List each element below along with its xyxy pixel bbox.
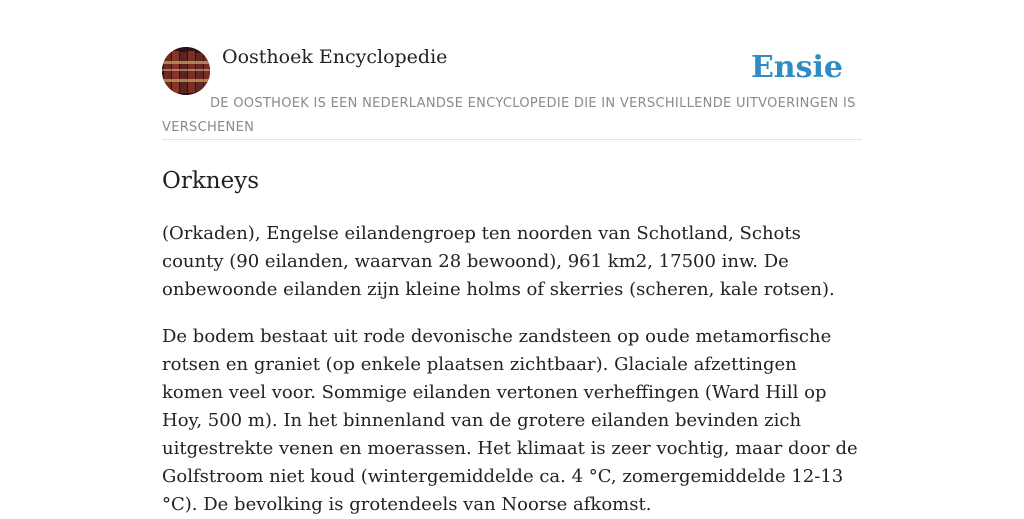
- article-paragraph: De bodem bestaat uit rode devonische zandsteen op oude metamorfische rotsen en graniet (op enkele plaatsen zichtbaar). Glaciale afzettingen komen veel voor. Sommige eilanden vertonen verheffingen (Ward Hill op Hoy, 500 m). In het binnenland van de grotere eilanden bevinden zich uitgestrekte venen en moerassen. Het klimaat is zeer vochtig, maar door de Golfstroom niet koud (wintergemiddelde ca. 4 °C, zomergemiddelde 12-13 °C). De bevolking is grotendeels van Noorse afkomst.: [162, 326, 858, 515]
- article: [162, 166, 862, 519]
- page-container: [162, 0, 862, 519]
- site-subtitle: DE OOSTHOEK IS EEN NEDERLANDSE ENCYCLOPEDIE DIE IN VERSCHILLENDE UITVOERINGEN IS VERSCHENEN: [162, 96, 856, 135]
- brand-logo[interactable]: Ensie: [750, 50, 843, 85]
- site-header: [162, 0, 862, 140]
- site-title[interactable]: Oosthoek Encyclopedie: [222, 46, 448, 68]
- article-paragraph: (Orkaden), Engelse eilandengroep ten noorden van Schotland, Schots county (90 eilanden, waarvan 28 bewoond), 961 km2, 17500 inw. De onbewoonde eilanden zijn kleine holms of skerries (scheren, kale rotsen).: [162, 223, 835, 300]
- article-title: Orkneys: [162, 168, 260, 194]
- book-spines-icon[interactable]: [162, 47, 210, 95]
